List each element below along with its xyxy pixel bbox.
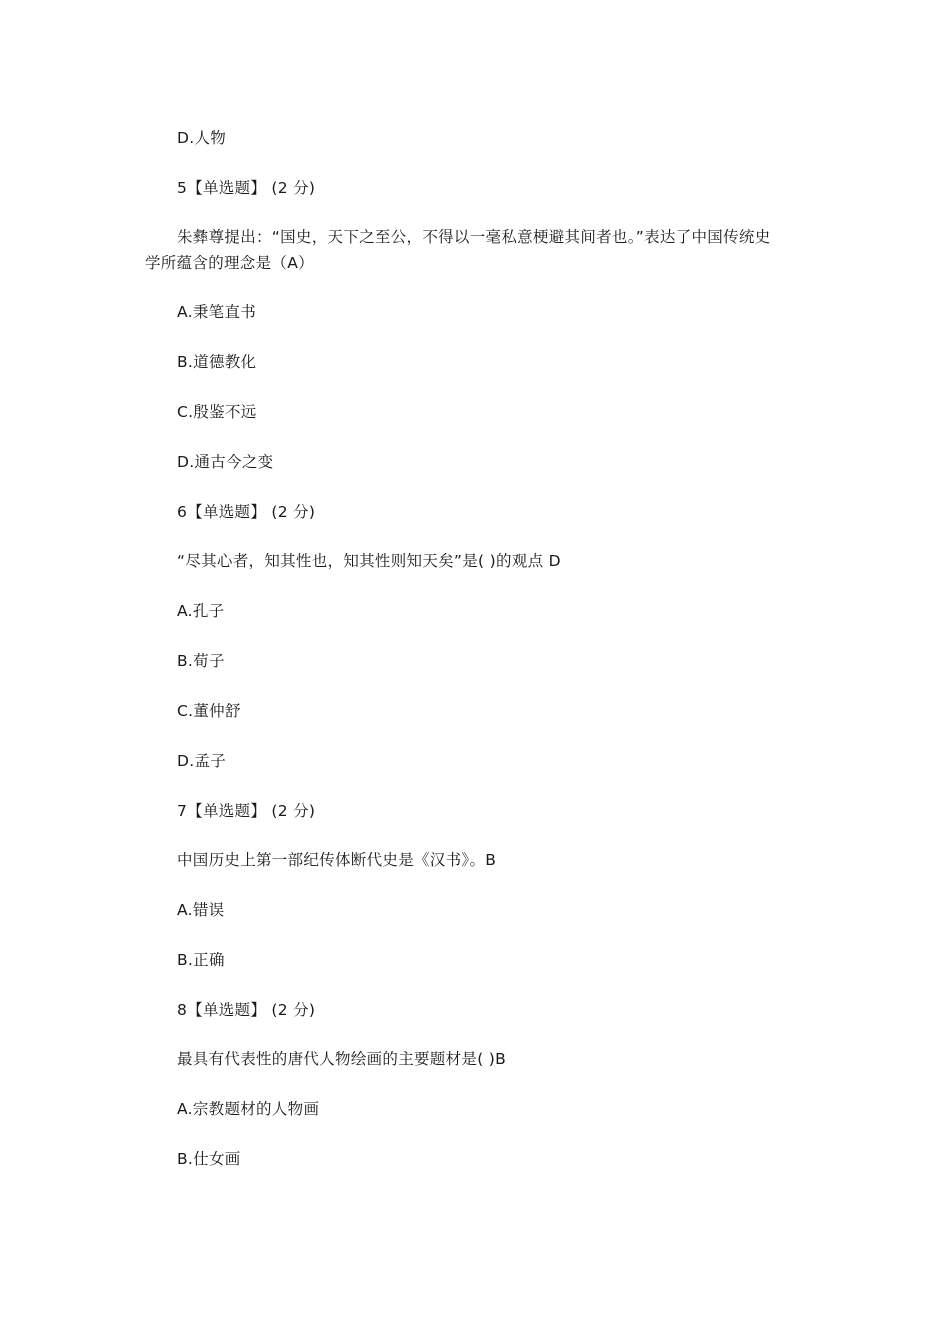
q5-header: 5【单选题】 (2 分) <box>177 179 316 197</box>
q4-option-d: D.人物 <box>177 129 227 147</box>
q7-header: 7【单选题】 (2 分) <box>177 802 316 820</box>
q5-stem-line1: 朱彝尊提出：“国史，天下之至公，不得以一毫私意梗避其间者也。”表达了中国传统史 <box>177 228 771 246</box>
q8-option-a: A.宗教题材的人物画 <box>177 1100 320 1118</box>
q7-option-b: B.正确 <box>177 951 225 969</box>
q5-stem-line2: 学所蕴含的理念是（A） <box>145 254 314 272</box>
q6-option-a: A.孔子 <box>177 602 225 620</box>
q8-header: 8【单选题】 (2 分) <box>177 1001 316 1019</box>
q6-option-b: B.荀子 <box>177 652 225 670</box>
q7-stem: 中国历史上第一部纪传体断代史是《汉书》。B <box>177 851 497 869</box>
q6-header: 6【单选题】 (2 分) <box>177 503 316 521</box>
q5-option-a: A.秉笔直书 <box>177 303 257 321</box>
q5-option-c: C.殷鉴不远 <box>177 403 257 421</box>
q8-stem: 最具有代表性的唐代人物绘画的主要题材是( )B <box>177 1050 507 1068</box>
q6-stem: “尽其心者，知其性也，知其性则知天矣”是( )的观点 D <box>177 552 561 570</box>
q6-option-d: D.孟子 <box>177 752 227 770</box>
q5-option-b: B.道德教化 <box>177 353 257 371</box>
q8-option-b: B.仕女画 <box>177 1150 241 1168</box>
q7-option-a: A.错误 <box>177 901 225 919</box>
q5-option-d: D.通古今之变 <box>177 453 274 471</box>
q6-option-c: C.董仲舒 <box>177 702 241 720</box>
